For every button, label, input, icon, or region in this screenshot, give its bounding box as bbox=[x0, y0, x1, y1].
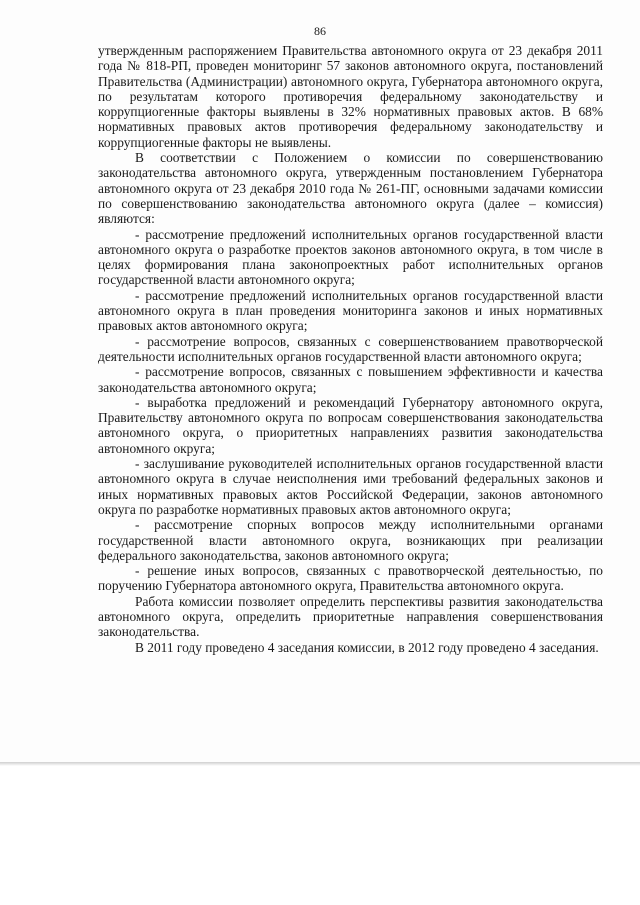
list-item-task-7: - рассмотрение спорных вопросов между исполнительными органами государственной власти автономного округа, возникающих при реализации федерального законодательства, законов автономного округа; bbox=[98, 517, 603, 563]
document-body bbox=[98, 43, 603, 655]
paragraph-meetings-count: В 2011 году проведено 4 заседания комиссии, в 2012 году проведено 4 заседания. bbox=[135, 639, 599, 655]
paragraph-commission-tasks-intro: В соответствии с Положением о комиссии по совершенствованию законодательства автономного округа, утвержденным постановлением Губернатора автономного округа от 23 декабря 2010 года № 261-ПГ, основными задачами комиссии по совершенствованию законодательства автономного округа (далее – комиссия) являются: bbox=[98, 150, 603, 227]
list-item-task-1: - рассмотрение предложений исполнительных органов государственной власти автономного округа о разработке проектов законов автономного округа, в том числе в целях формирования плана законопроектных работ исполнительных органов государственной власти автономного округа; bbox=[98, 226, 603, 288]
page-number: 86 bbox=[314, 24, 326, 38]
paragraph-monitoring-results: утвержденным распоряжением Правительства автономного округа от 23 декабря 2011 года № 818-РП, проведен мониторинг 57 законов автономного округа, постановлений Правительства (Администрации) автономного округа, Губернатора автономного округа, по результатам которого противоречия федеральному законодательству и коррупциогенные факторы выявлены в 32% нормативных правовых актов. В 68% нормативных правовых актов противоречия федеральному законодательству и коррупциогенные факторы не выявлены. bbox=[98, 43, 603, 150]
list-item-task-6: - заслушивание руководителей исполнительных органов государственной власти автономного округа в случае неисполнения ими требований федеральных законов и иных нормативных правовых актов Российской Федерации, законов автономного округа по разработке нормативных правовых актов автономного округа; bbox=[98, 456, 603, 517]
list-item-task-3: - рассмотрение вопросов, связанных с совершенствованием правотворческой деятельности исполнительных органов государственной власти автономного округа; bbox=[98, 333, 603, 364]
paragraph-commission-work: Работа комиссии позволяет определить перспективы развития законодательства автономного округа, определить приоритетные направления совершенствования законодательства. bbox=[98, 593, 603, 640]
list-item-task-8: - решение иных вопросов, связанных с правотворческой деятельностью, по поручению Губернатора автономного округа, Правительства автономного округа. bbox=[98, 563, 603, 594]
list-item-task-4: - рассмотрение вопросов, связанных с повышением эффективности и качества законодательства автономного округа; bbox=[98, 364, 603, 395]
list-item-task-2: - рассмотрение предложений исполнительных органов государственной власти автономного округа в план проведения мониторинга законов и иных нормативных правовых актов автономного округа; bbox=[98, 287, 603, 334]
scan-edge-shadow bbox=[0, 762, 640, 766]
list-item-task-5: - выработка предложений и рекомендаций Губернатору автономного округа, Правительству автономного округа по вопросам совершенствования законодательства автономного округа, о приоритетных направлениях развития законодательства автономного округа; bbox=[98, 394, 603, 456]
